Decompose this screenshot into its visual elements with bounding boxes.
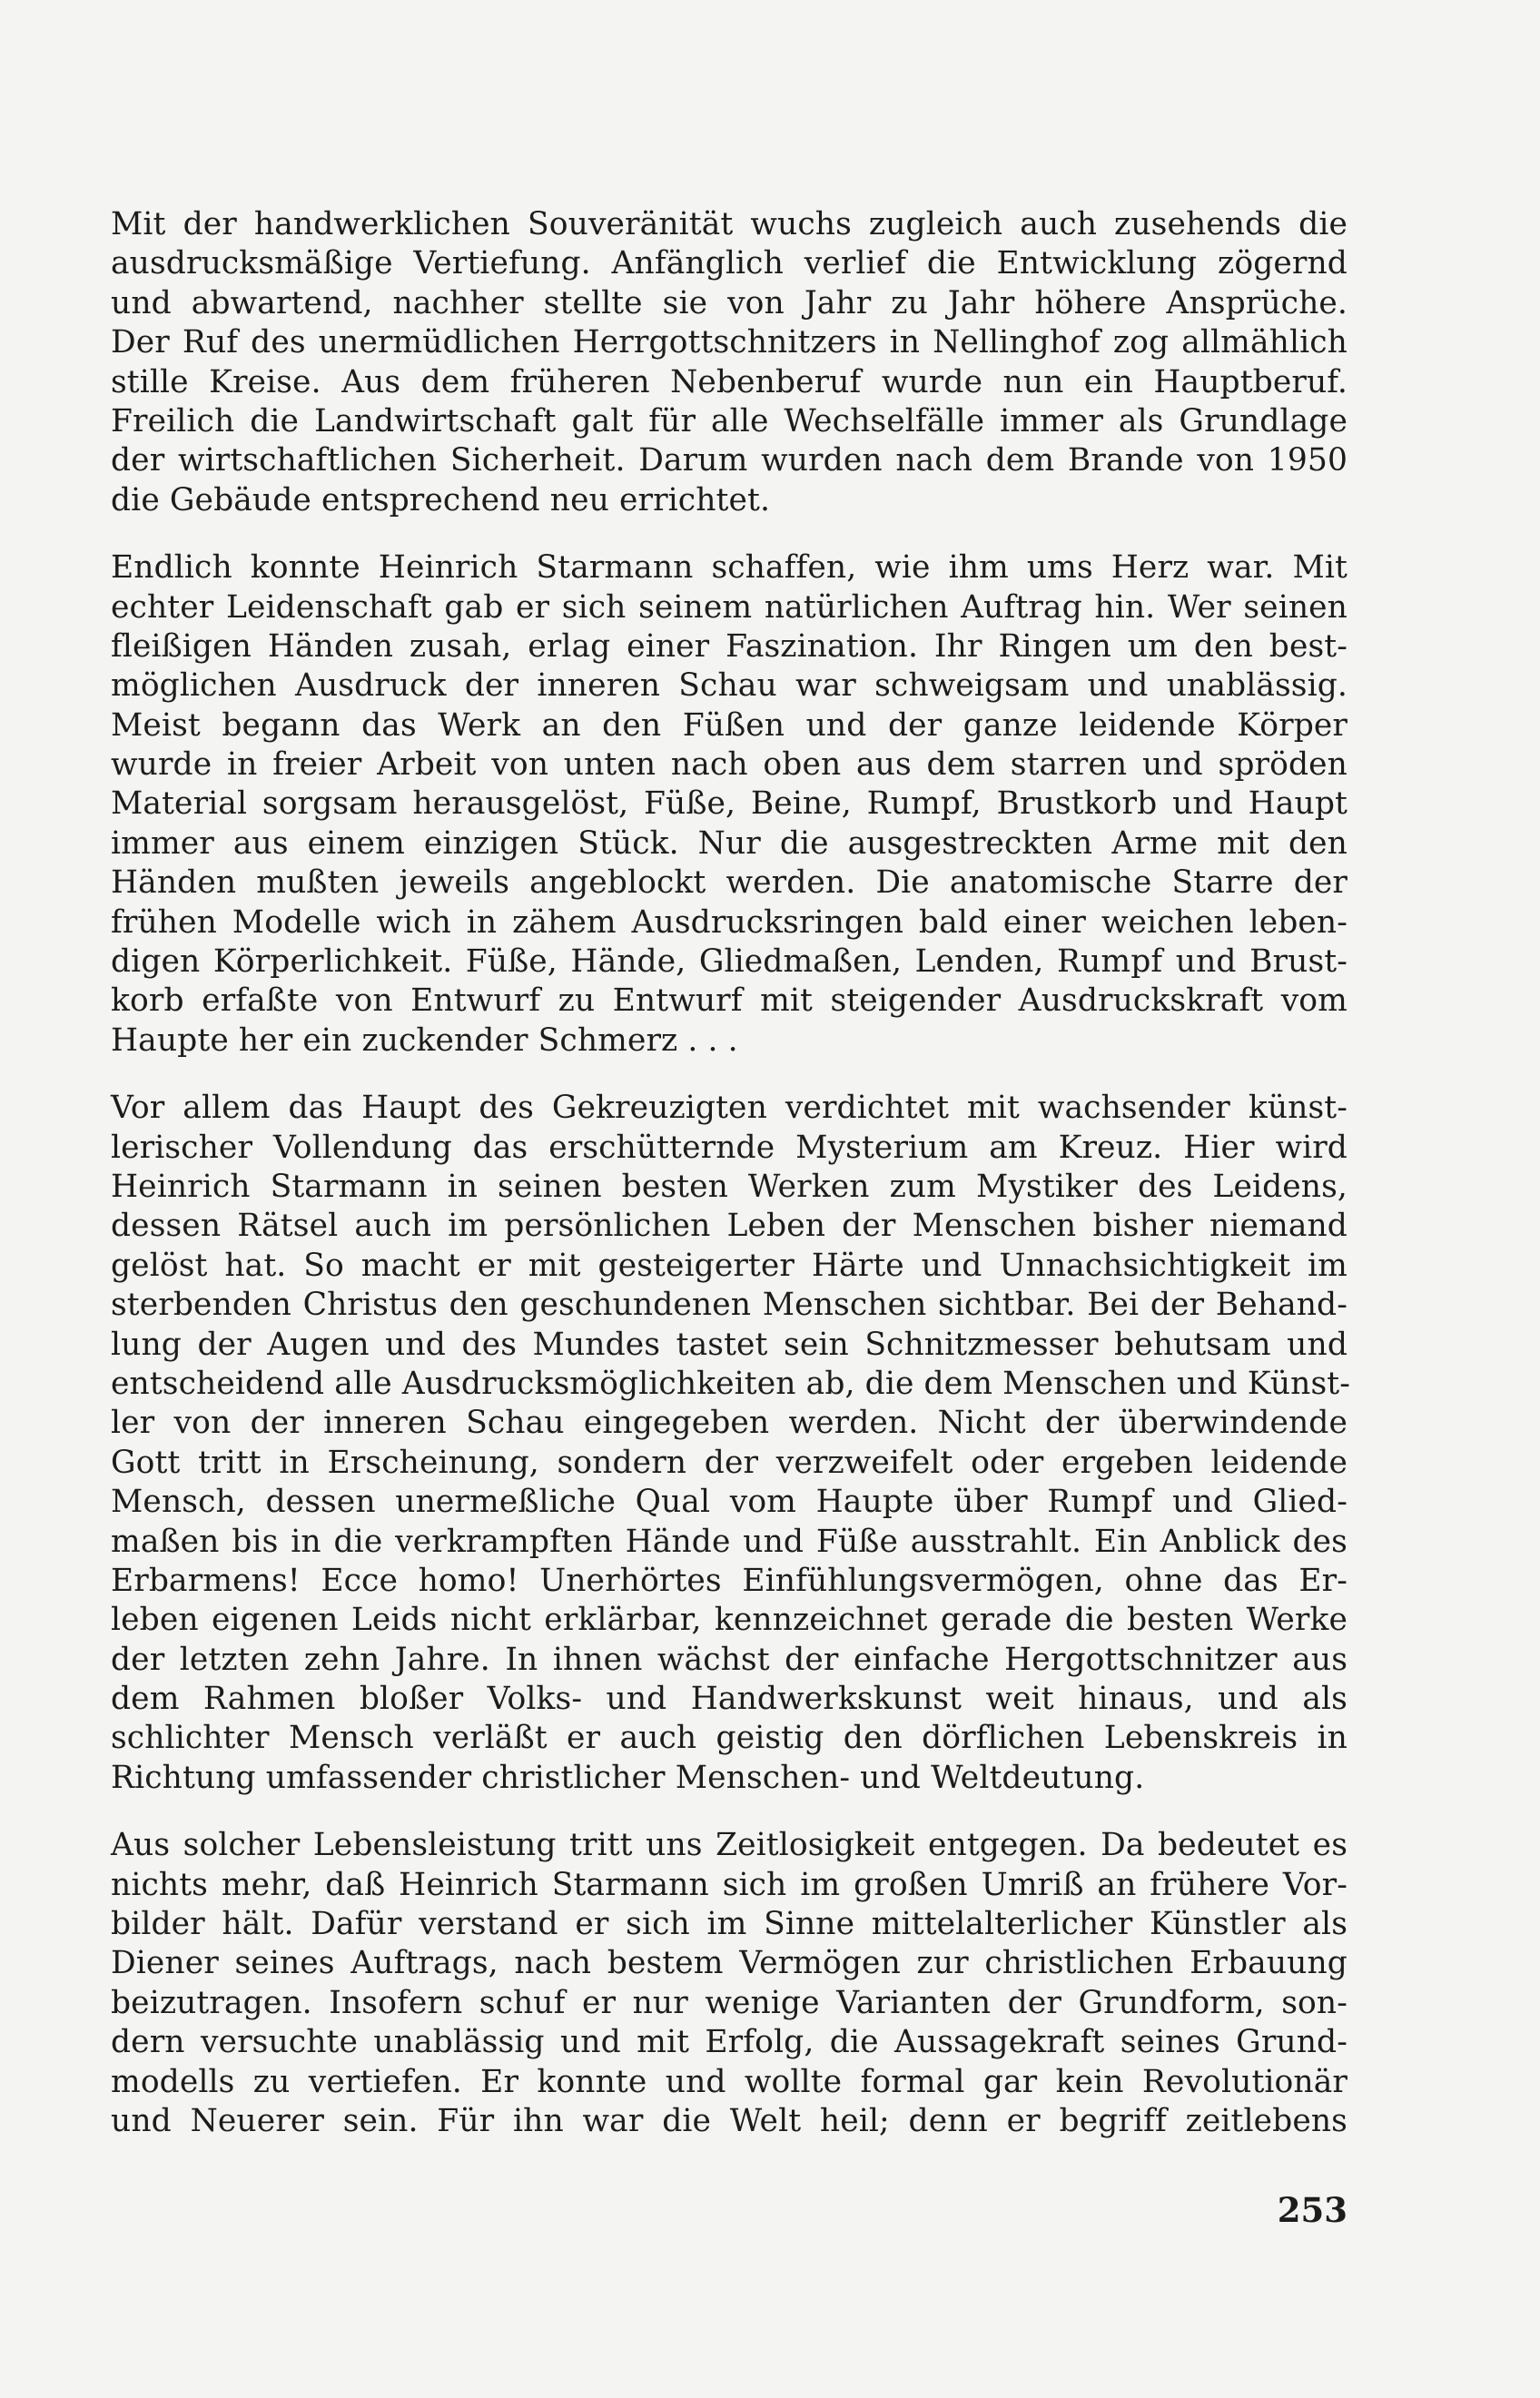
text-line: korb erfaßte von Entwurf zu Entwurf mit steigender Ausdruckskraft vom	[111, 982, 1348, 1020]
text-line: Der Ruf des unermüdlichen Herrgottschnitzers in Nellinghof zog allmählich	[111, 324, 1348, 361]
text-line: Richtung umfassender christlicher Menschen- und Weltdeutung.	[111, 1759, 1145, 1796]
text-line: echter Leidenschaft gab er sich seinem natürlichen Auftrag hin. Wer seinen	[111, 588, 1348, 626]
text-line: dem Rahmen bloßer Volks- und Handwerkskunst weit hinaus, und als	[111, 1681, 1348, 1718]
text-line: ausdrucksmäßige Vertiefung. Anfänglich verlief die Entwicklung zögernd	[111, 245, 1348, 282]
paragraph-3	[111, 1089, 1351, 1798]
text-line: Freilich die Landwirtschaft galt für alle Wechselfälle immer als Grundlage	[111, 402, 1348, 439]
text-line: stille Kreise. Aus dem früheren Nebenberuf wurde nun ein Hauptberuf.	[111, 363, 1348, 400]
text-line: ler von der inneren Schau eingegeben werden. Nicht der überwindende	[111, 1405, 1348, 1442]
text-line: maßen bis in die verkrampften Hände und Füße ausstrahlt. Ein Anblick des	[111, 1523, 1348, 1560]
text-line: Endlich konnte Heinrich Starmann schaffen, wie ihm ums Herz war. Mit	[111, 549, 1348, 587]
text-line: Vor allem das Haupt des Gekreuzigten verdichtet mit wachsender künst-	[111, 1090, 1348, 1127]
text-line: Meist begann das Werk an den Füßen und der ganze leidende Körper	[111, 706, 1348, 744]
text-line: und abwartend, nachher stellte sie von Jahr zu Jahr höhere Ansprüche.	[111, 284, 1348, 321]
paragraph-1	[111, 205, 1348, 520]
text-line: sterbenden Christus den geschundenen Menschen sichtbar. Bei der Behand-	[111, 1287, 1348, 1324]
page-number: 253	[1277, 2190, 1348, 2230]
text-line: schlichter Mensch verläßt er auch geistig den dörflichen Lebenskreis in	[111, 1720, 1348, 1757]
text-line: Mensch, dessen unermeßliche Qual vom Haupte über Rumpf und Glied-	[111, 1484, 1348, 1521]
text-line: nichts mehr, daß Heinrich Starmann sich im großen Umriß an frühere Vor-	[111, 1866, 1348, 1903]
text-line: Aus solcher Lebensleistung tritt uns Zeitlosigkeit entgegen. Da bedeutet es	[111, 1827, 1348, 1864]
text-line: frühen Modelle wich in zähem Ausdrucksringen bald einer weichen leben-	[111, 903, 1348, 941]
paragraph-2	[111, 548, 1348, 1061]
text-line: fleißigen Händen zusah, erlag einer Faszination. Ihr Ringen um den best-	[111, 627, 1348, 665]
text-line: der letzten zehn Jahre. In ihnen wächst der einfache Hergottschnitzer aus	[111, 1641, 1348, 1678]
text-line: Material sorgsam herausgelöst, Füße, Beine, Rumpf, Brustkorb und Haupt	[111, 785, 1348, 823]
text-line: die Gebäude entsprechend neu errichtet.	[111, 481, 771, 518]
text-line: dessen Rätsel auch im persönlichen Leben der Menschen bisher niemand	[111, 1208, 1348, 1245]
text-line: lung der Augen und des Mundes tastet sein Schnitzmesser behutsam und	[111, 1326, 1348, 1363]
text-line: lerischer Vollendung das erschütternde Mysterium am Kreuz. Hier wird	[111, 1129, 1348, 1166]
text-line: beizutragen. Insofern schuf er nur wenige Varianten der Grundform, son-	[111, 1984, 1348, 2021]
text-line: immer aus einem einzigen Stück. Nur die ausgestreckten Arme mit den	[111, 824, 1348, 862]
text-line: dern versuchte unablässig und mit Erfolg, die Aussagekraft seines Grund-	[111, 2024, 1348, 2061]
text-line: entscheidend alle Ausdrucksmöglichkeiten ab, die dem Menschen und Künst-	[111, 1365, 1351, 1402]
text-line: modells zu vertiefen. Er konnte und wollte formal gar kein Revolutionär	[111, 2063, 1348, 2100]
text-line: Mit der handwerklichen Souveränität wuchs zugleich auch zusehends die	[111, 206, 1348, 242]
text-line: Heinrich Starmann in seinen besten Werken zum Mystiker des Leidens,	[111, 1168, 1348, 1205]
text-line: und Neuerer sein. Für ihn war die Welt heil; denn er begriff zeitlebens	[111, 2102, 1348, 2139]
text-line: Gott tritt in Erscheinung, sondern der verzweifelt oder ergeben leidende	[111, 1444, 1348, 1481]
text-line: gelöst hat. So macht er mit gesteigerter Härte und Unnachsichtigkeit im	[111, 1247, 1348, 1284]
text-line: Erbarmens! Ecce homo! Unerhörtes Einfühlungsvermögen, ohne das Er-	[111, 1562, 1348, 1599]
page-body	[111, 205, 1351, 2169]
text-line: der wirtschaftlichen Sicherheit. Darum wurden nach dem Brande von 1950	[111, 442, 1348, 479]
text-line: wurde in freier Arbeit von unten nach oben aus dem starren und spröden	[111, 746, 1348, 784]
text-line: leben eigenen Leids nicht erklärbar, kennzeichnet gerade die besten Werke	[111, 1602, 1348, 1639]
text-line: Händen mußten jeweils angeblockt werden. Die anatomische Starre der	[111, 864, 1348, 902]
text-line: digen Körperlichkeit. Füße, Hände, Gliedmaßen, Lenden, Rumpf und Brust-	[111, 943, 1348, 981]
text-line: bilder hält. Dafür verstand er sich im Sinne mittelalterlicher Künstler als	[111, 1906, 1348, 1943]
text-line: Haupte her ein zuckender Schmerz . . .	[111, 1021, 738, 1059]
text-line: möglichen Ausdruck der inneren Schau war schweigsam und unablässig.	[111, 667, 1348, 705]
paragraph-4	[111, 1826, 1348, 2141]
text-line: Diener seines Auftrags, nach bestem Vermögen zur christlichen Erbauung	[111, 1945, 1348, 1982]
